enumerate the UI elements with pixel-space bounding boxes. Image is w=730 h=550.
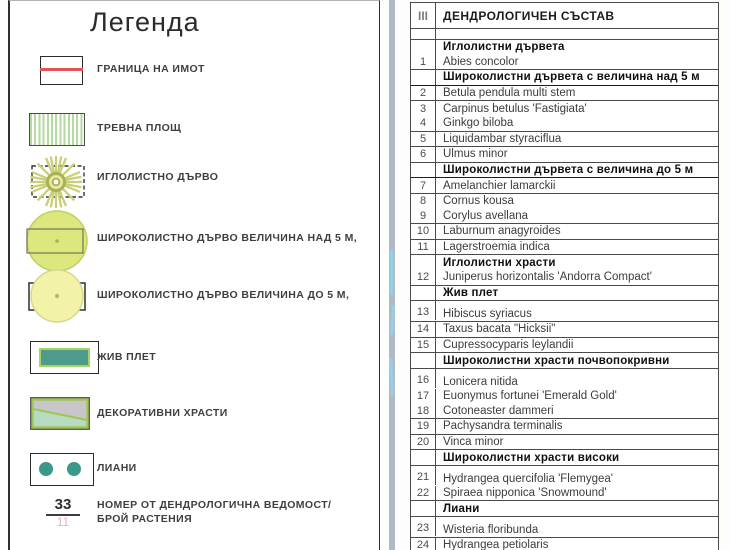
table-row xyxy=(411,501,718,517)
row-species-name: Pachysandra terminalis xyxy=(443,420,563,433)
dendro-number-label-line1: НОМЕР ОТ ДЕНДРОЛОГИЧНА ВЕДОМОСТ/ xyxy=(97,499,332,511)
dendro-number-label-line2: БРОЙ РАСТЕНИЯ xyxy=(97,513,193,525)
table-row xyxy=(411,101,718,116)
conifer-center-dot xyxy=(53,179,60,186)
liana-dot-icon xyxy=(39,462,53,476)
table-row xyxy=(411,224,718,240)
row-species-name: Ginkgo biloba xyxy=(443,117,514,130)
hedge-label: ЖИВ ПЛЕТ xyxy=(97,351,157,363)
row-number: 18 xyxy=(411,403,436,418)
row-species-name: Иглолистни дървета xyxy=(443,41,565,54)
hedge-symbol xyxy=(30,341,99,374)
row-number: 8 xyxy=(411,194,436,209)
row-number: 9 xyxy=(411,209,436,224)
row-species-name: Широколистни дървета с величина над 5 м xyxy=(443,71,700,84)
table-row xyxy=(411,132,718,148)
row-species-name: Lagerstroemia indica xyxy=(443,241,550,254)
table-row xyxy=(411,55,718,71)
row-number: 11 xyxy=(411,240,436,255)
table-row xyxy=(411,450,718,466)
row-number: 12 xyxy=(411,270,436,285)
row-species-name: Лиани xyxy=(443,502,480,515)
row-species-name: Vinca minor xyxy=(443,435,504,448)
row-number: 22 xyxy=(411,486,436,501)
table-spacer-row xyxy=(411,29,718,40)
row-species-name: Amelanchier lamarckii xyxy=(443,179,556,192)
lianas-label: ЛИАНИ xyxy=(97,462,137,474)
table-header-row xyxy=(411,3,718,29)
legend-title: Легенда xyxy=(90,7,200,37)
row-species-name: Abies concolor xyxy=(443,55,519,68)
row-number: 23 xyxy=(411,517,436,536)
table-row xyxy=(411,301,718,322)
row-species-name: Euonymus fortunei 'Emerald Gold' xyxy=(443,390,617,403)
row-number xyxy=(411,353,436,368)
decorative-shrubs-symbol xyxy=(30,397,90,430)
dendro-number-symbol xyxy=(42,496,84,529)
row-species-name: Betula pendula multi stem xyxy=(443,87,576,100)
row-number: 21 xyxy=(411,466,436,485)
row-species-name: Жив плет xyxy=(443,286,499,299)
row-species-name: Cupressocyparis leylandii xyxy=(443,338,574,351)
pen-scribble-mark xyxy=(390,250,393,295)
table-row xyxy=(411,517,718,538)
row-number: 15 xyxy=(411,338,436,353)
plant-count-value: 11 xyxy=(56,515,70,529)
lianas-symbol xyxy=(30,453,94,486)
table-row xyxy=(411,389,718,404)
row-number xyxy=(411,501,436,516)
grass-area-label: ТРЕВНА ПЛОЩ xyxy=(97,122,182,134)
row-number: 3 xyxy=(411,101,436,116)
row-number: 19 xyxy=(411,419,436,434)
table-row xyxy=(411,194,718,209)
row-species-name: Широколистни храсти високи xyxy=(443,451,620,464)
table-row xyxy=(411,403,718,419)
row-species-name: Taxus bacata "Hicksii" xyxy=(443,323,556,336)
row-number: 13 xyxy=(411,301,436,320)
row-species-name: Ulmus minor xyxy=(443,148,508,161)
table-row xyxy=(411,86,718,102)
small-canopy-trunk-dot xyxy=(55,294,59,298)
table-row xyxy=(411,116,718,132)
table-row xyxy=(411,286,718,302)
table-row xyxy=(411,322,718,338)
row-species-name: Laburnum anagyroides xyxy=(443,225,561,238)
liana-dot-icon xyxy=(67,462,81,476)
row-number: 14 xyxy=(411,322,436,337)
table-row xyxy=(411,466,718,486)
row-number: 20 xyxy=(411,435,436,450)
row-number xyxy=(411,255,436,270)
table-row xyxy=(411,178,718,194)
row-number: 2 xyxy=(411,86,436,101)
table-row xyxy=(411,40,718,55)
table-header-index: III xyxy=(411,3,436,28)
boundary-red-line-icon xyxy=(40,68,83,71)
table-row xyxy=(411,419,718,435)
table-row xyxy=(411,538,718,550)
row-number: 7 xyxy=(411,178,436,193)
table-row xyxy=(411,369,718,389)
dendro-number-value: 33 xyxy=(46,496,80,516)
row-number: 6 xyxy=(411,147,436,162)
row-number: 16 xyxy=(411,369,436,388)
table-row xyxy=(411,270,718,286)
hedge-fill-icon xyxy=(39,348,90,367)
dendrology-table xyxy=(410,2,719,550)
row-species-name: Hydrangea quercifolia 'Flemygea' xyxy=(443,472,613,485)
row-species-name: Hydrangea petiolaris xyxy=(443,539,549,550)
table-row xyxy=(411,353,718,369)
table-row xyxy=(411,147,718,163)
coniferous-tree-label: ИГЛОЛИСТНО ДЪРВО xyxy=(97,171,219,183)
row-species-name: Иглолистни храсти xyxy=(443,256,556,269)
row-number xyxy=(411,40,436,55)
dendro-number-label xyxy=(97,498,331,526)
broadleaf-over-5m-label: ШИРОКОЛИСТНО ДЪРВО ВЕЛИЧИНА НАД 5 М, xyxy=(97,232,358,244)
property-boundary-label: ГРАНИЦА НА ИМОТ xyxy=(97,63,205,75)
row-number xyxy=(411,450,436,465)
row-species-name: Carpinus betulus 'Fastigiata' xyxy=(443,102,587,115)
large-canopy-trunk-dot xyxy=(55,239,59,243)
row-number: 17 xyxy=(411,389,436,404)
row-species-name: Hibiscus syriacus xyxy=(443,308,532,321)
broadleaf-under-5m-symbol xyxy=(25,266,89,328)
row-number: 5 xyxy=(411,132,436,147)
row-species-name: Cornus kousa xyxy=(443,195,514,208)
table-row xyxy=(411,163,718,179)
table-row xyxy=(411,240,718,256)
row-species-name: Wisteria floribunda xyxy=(443,524,539,537)
table-row xyxy=(411,209,718,225)
row-species-name: Corylus avellana xyxy=(443,209,529,222)
row-number: 1 xyxy=(411,55,436,70)
grass-area-symbol xyxy=(29,113,85,146)
legend-panel xyxy=(8,0,380,550)
table-row xyxy=(411,70,718,86)
row-number: 24 xyxy=(411,538,436,550)
decorative-shrubs-label: ДЕКОРАТИВНИ ХРАСТИ xyxy=(97,407,228,419)
table-row xyxy=(411,435,718,451)
row-species-name: Широколистни дървета с величина до 5 м xyxy=(443,164,694,177)
row-number: 10 xyxy=(411,224,436,239)
table-row xyxy=(411,255,718,270)
row-species-name: Lonicera nitida xyxy=(443,375,518,388)
table-header-title: ДЕНДРОЛОГИЧЕН СЪСТАВ xyxy=(443,8,615,23)
table-row xyxy=(411,338,718,354)
row-species-name: Spiraea nipponica 'Snowmound' xyxy=(443,487,607,500)
row-number: 4 xyxy=(411,116,436,131)
row-species-name: Juniperus horizontalis 'Andorra Compact' xyxy=(443,271,652,284)
row-number xyxy=(411,286,436,301)
row-number xyxy=(411,70,436,85)
row-species-name: Cotoneaster dammeri xyxy=(443,404,554,417)
row-species-name: Широколистни храсти почвопокривни xyxy=(443,354,670,367)
property-boundary-symbol xyxy=(40,56,83,85)
table-row xyxy=(411,486,718,502)
row-number xyxy=(411,163,436,178)
row-species-name: Liquidambar styraciflua xyxy=(443,132,562,145)
broadleaf-under-5m-label: ШИРОКОЛИСТНО ДЪРВО ВЕЛИЧИНА ДО 5 М, xyxy=(97,289,350,301)
